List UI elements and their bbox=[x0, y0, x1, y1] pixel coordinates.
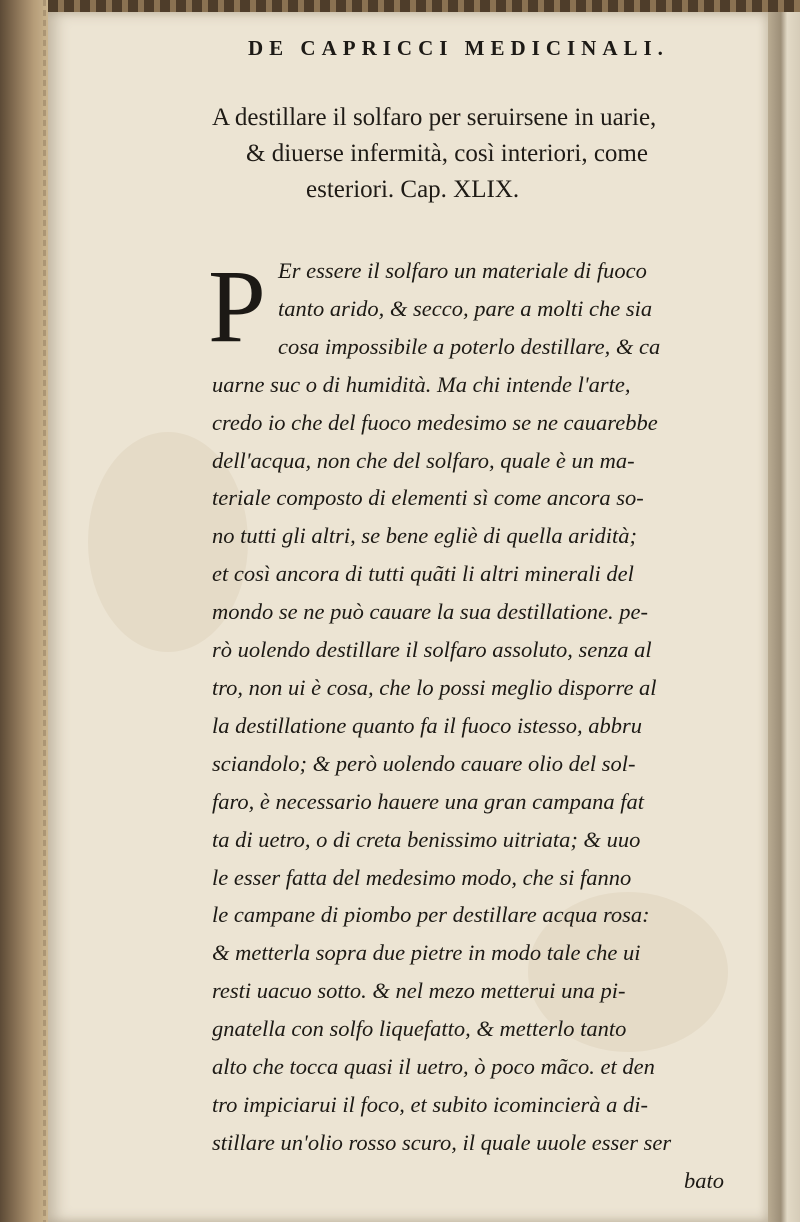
text-line: et così ancora di tutti quãti li altri minerali del bbox=[212, 561, 634, 587]
text-line: ta di uetro, o di creta benissimo uitriata; & uuo bbox=[212, 826, 641, 852]
text-line: tanto arido, & secco, pare a molti che sia bbox=[278, 295, 653, 321]
text-line: stillare un'olio rosso scuro, il quale uuole esser ser bbox=[212, 1129, 672, 1155]
text-line: tro impiciarui il foco, et subito icomincierà a di- bbox=[212, 1091, 648, 1117]
text-line: rò uolendo destillare il solfaro assoluto, senza al bbox=[212, 637, 652, 663]
text-line: credo io che del fuoco medesimo se ne cauarebbe bbox=[212, 409, 658, 435]
text-line: mondo se ne può cauare la sua destillatione. pe- bbox=[212, 599, 648, 625]
book-binding-gutter bbox=[0, 0, 48, 1222]
next-page-edge bbox=[768, 12, 800, 1222]
chapter-title-line: esteriori. Cap. XLIX. bbox=[306, 176, 520, 203]
text-line: la destillatione quanto fa il fuoco istesso, abbru bbox=[212, 712, 642, 738]
chapter-title-line: A destillare il solfaro per seruirsene in uarie, bbox=[212, 104, 657, 131]
chapter-title-line: & diuerse infermità, così interiori, come bbox=[246, 140, 648, 167]
running-head: DE CAPRICCI MEDICINALI. bbox=[248, 36, 669, 60]
text-line: resti uacuo sotto. & nel mezo metterui una pi- bbox=[212, 978, 626, 1004]
text-line: le esser fatta del medesimo modo, che si fanno bbox=[212, 864, 632, 890]
drop-cap-initial: P bbox=[208, 249, 266, 364]
text-line: & metterla sopra due pietre in modo tale che ui bbox=[212, 940, 641, 966]
body-text bbox=[212, 252, 760, 1200]
catchword: bato bbox=[684, 1167, 725, 1193]
text-line: Er essere il solfaro un materiale di fuoco bbox=[278, 258, 647, 283]
text-line: cosa impossibile a poterlo destillare, & ca bbox=[278, 333, 661, 359]
text-line: faro, è necessario hauere una gran campana fat bbox=[212, 788, 645, 814]
text-line: le campane di piombo per destillare acqua rosa: bbox=[212, 902, 650, 928]
text-line: teriale composto di elementi sì come ancora so- bbox=[212, 485, 644, 511]
text-line: alto che tocca quasi il uetro, ò poco mãco. et den bbox=[212, 1054, 655, 1080]
text-line: sciandolo; & però uolendo cauare olio del sol- bbox=[212, 750, 636, 776]
text-line: tro, non ui è cosa, che lo possi meglio disporre al bbox=[212, 674, 657, 700]
text-line: no tutti gli altri, se bene egliè di quella aridità; bbox=[212, 523, 637, 549]
text-line: uarne suc o di humidità. Ma chi intende l'arte, bbox=[212, 371, 631, 397]
chapter-title bbox=[212, 100, 768, 208]
text-line: dell'acqua, non che del solfaro, quale è un ma- bbox=[212, 447, 635, 473]
text-line: gnatella con solfo liquefatto, & metterlo tanto bbox=[212, 1016, 627, 1042]
